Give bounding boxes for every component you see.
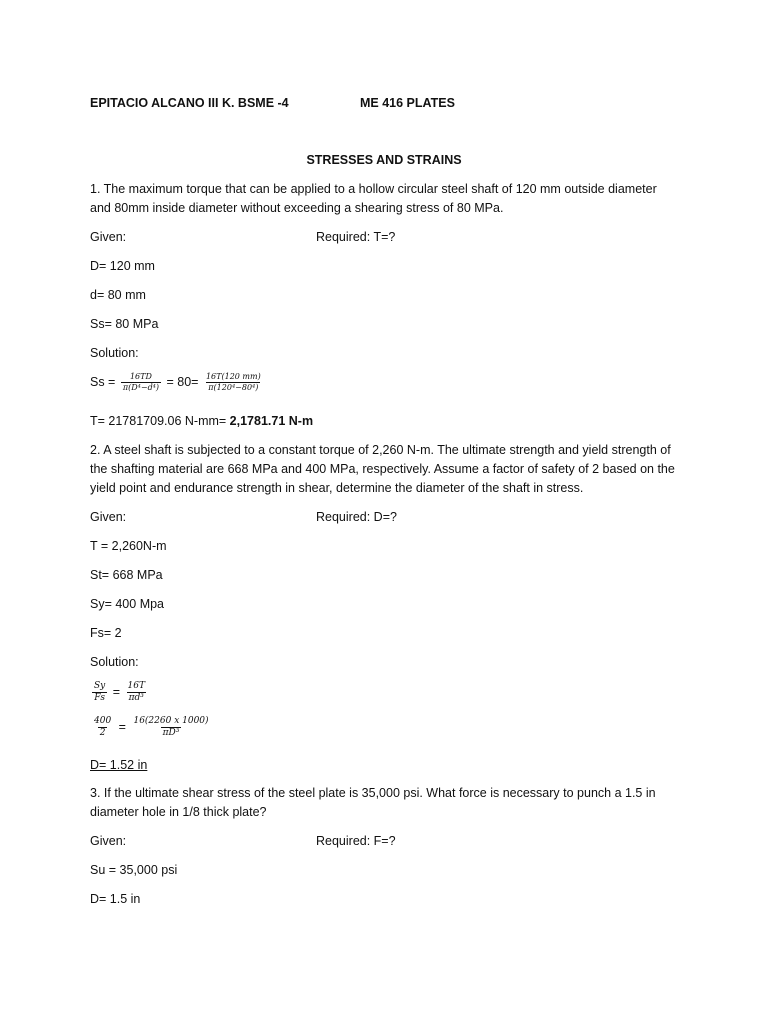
problem2-question: 2. A steel shaft is subjected to a constant torque of 2,260 N-m. The ultimate strength and yield strength of the shafting material are 668 MPa and 400 MPa, respectively. Assume a factor of safety of 2 based on the yield point and endurance strength in shear, determine the diameter of the shaft in stress. (90, 443, 675, 495)
problem2-required: Required: D=? (316, 510, 397, 524)
eq1-equals: = (112, 684, 121, 699)
problem2-given-Sy: Sy= 400 Mpa (90, 597, 165, 611)
problem1-answer-plain: T= 21781709.06 N-mm= (90, 414, 230, 428)
problem1-given-Ss: Ss= 80 MPa (90, 317, 159, 331)
problem1-given-D: D= 120 mm (90, 259, 155, 273)
eq-mid: = 80= (166, 374, 199, 389)
problem3-given-label: Given: (90, 834, 127, 848)
eq1-fraction-2-num: 16T (127, 681, 145, 691)
eq2-fraction-2 (131, 716, 210, 739)
eq-fraction-2-den: π(120⁴−80⁴) (208, 383, 259, 392)
problem2-given-St: St= 668 MPa (90, 568, 163, 582)
eq2-fraction-2-num: 16(2260 x 1000) (133, 716, 209, 726)
eq-fraction-2-num: 16T(120 mm) (205, 372, 261, 381)
problem1-equation (90, 372, 265, 393)
problem2-given-label: Given: (90, 510, 127, 524)
problem3-question: 3. If the ultimate shear stress of the steel plate is 35,000 psi. What force is necessary to punch a 1.5 in diameter hole in 1/8 thick plate? (90, 786, 656, 819)
problem2-solution-label: Solution: (90, 655, 139, 669)
problem1-answer-bold: 2,1781.71 N-m (229, 414, 314, 428)
eq-fraction-2 (204, 372, 263, 393)
problem2-answer: D= 1.52 in (90, 758, 148, 772)
eq1-fraction-1-num: Sy (94, 681, 106, 691)
eq-fraction-1 (121, 372, 161, 393)
problem1-answer (90, 412, 313, 430)
eq1-fraction-2-den: πd³ (128, 693, 144, 703)
eq1-fraction-1 (92, 681, 107, 704)
problem1-required: Required: T=? (316, 230, 396, 244)
course-title: ME 416 PLATES (360, 96, 455, 110)
problem3-given-Su: Su = 35,000 psi (90, 863, 178, 877)
problem2-equation-2 (90, 716, 213, 739)
author-line: EPITACIO ALCANO III K. BSME -4 (90, 96, 289, 110)
problem1-given-d: d= 80 mm (90, 288, 146, 302)
problem1-solution-label: Solution: (90, 346, 139, 360)
eq-fraction-1-num: 16TD (129, 372, 152, 381)
eq2-fraction-1 (92, 716, 113, 739)
eq2-equals: = (118, 719, 126, 734)
problem2-equation-1 (90, 681, 149, 704)
problem3-required: Required: F=? (316, 834, 396, 848)
problem3-given-D: D= 1.5 in (90, 892, 141, 906)
eq-fraction-1-den: π(D⁴−d⁴) (122, 383, 160, 392)
eq1-fraction-1-den: Fs (94, 693, 106, 703)
section-title: STRESSES AND STRAINS (306, 153, 462, 167)
eq-lhs: Ss = (90, 374, 116, 389)
eq2-fraction-1-num: 400 (94, 716, 112, 726)
problem2-given-Fs: Fs= 2 (90, 626, 122, 640)
problem2-given-T: T = 2,260N-m (90, 539, 167, 553)
eq1-fraction-2 (126, 681, 147, 704)
eq2-fraction-1-den: 2 (99, 728, 106, 738)
problem1-question: 1. The maximum torque that can be applied to a hollow circular steel shaft of 120 mm outside diameter and 80mm inside diameter without exceeding a shearing stress of 80 MPa. (90, 182, 657, 215)
problem1-given-label: Given: (90, 230, 127, 244)
eq2-fraction-2-den: πD³ (162, 728, 180, 738)
